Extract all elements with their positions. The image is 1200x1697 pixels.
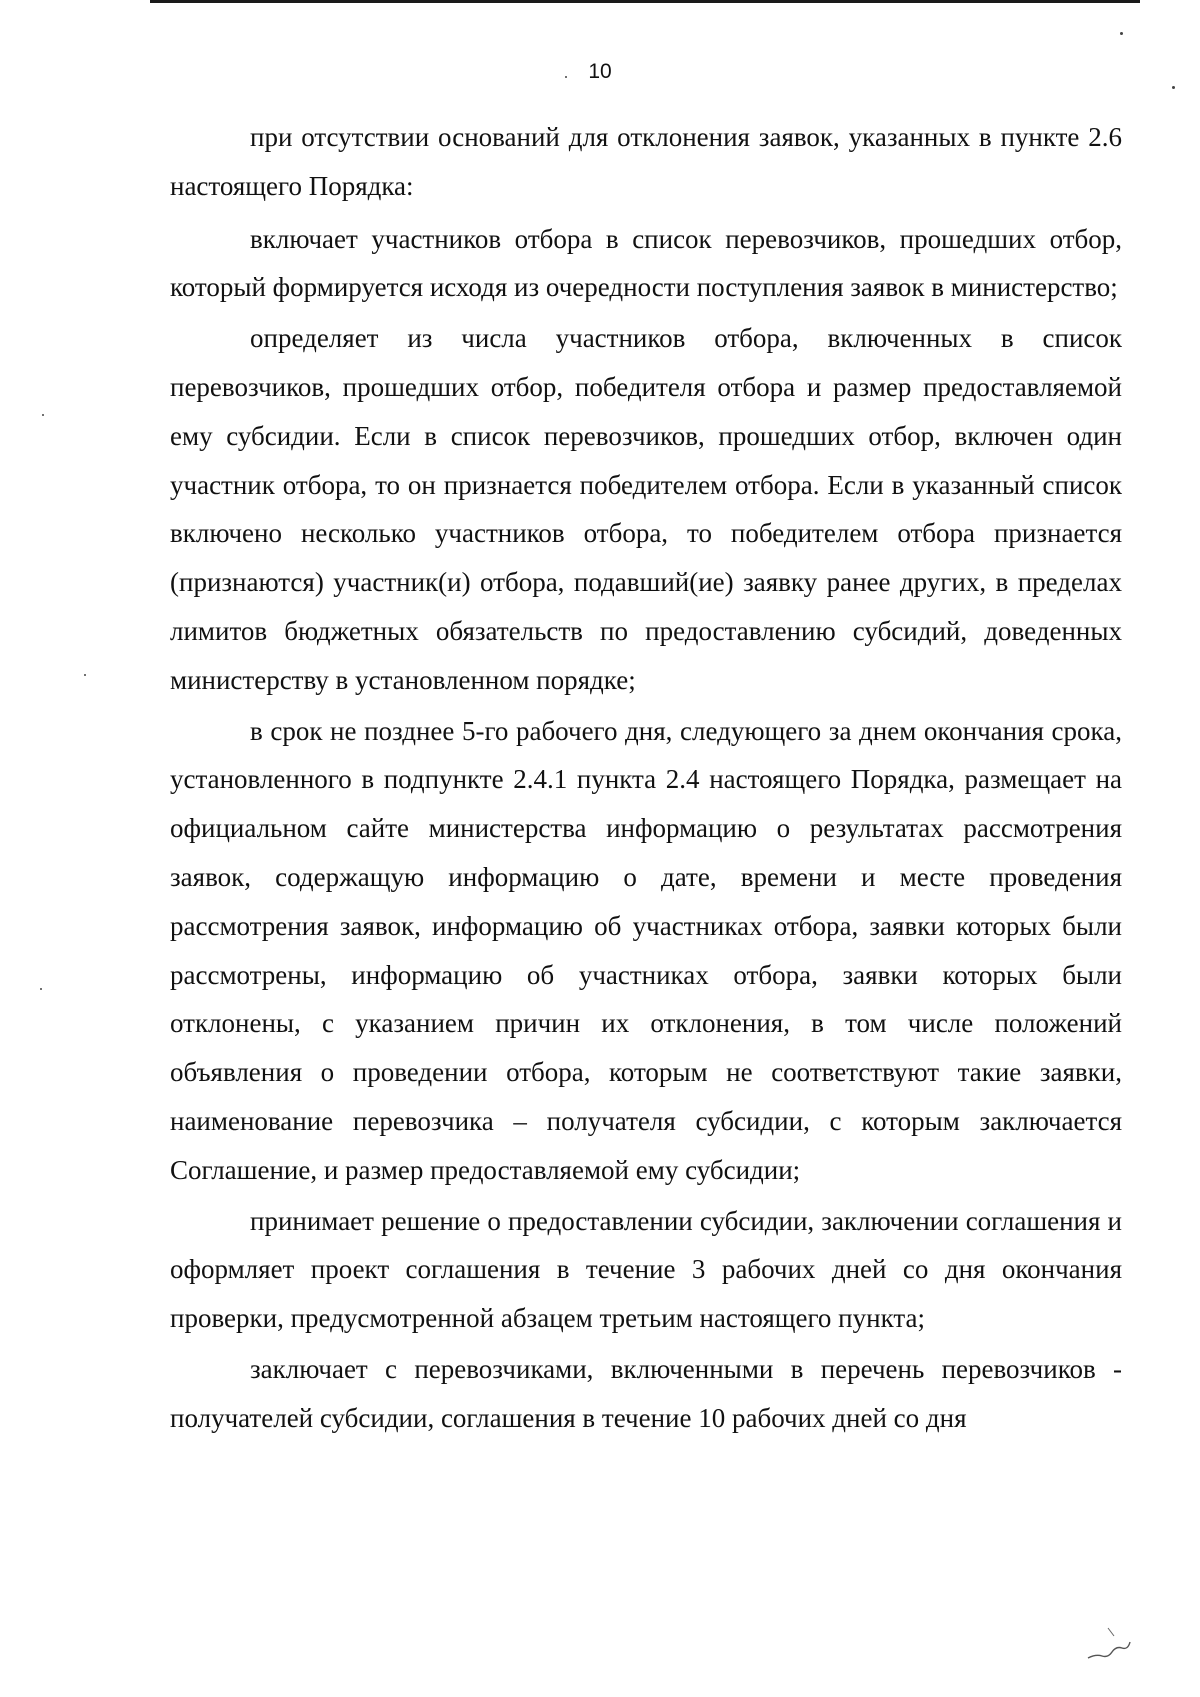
document-body [170, 113, 1122, 1445]
scan-speck [565, 76, 567, 78]
paragraph-1: при отсутствии оснований для отклонения заявок, указанных в пункте 2.6 настоящего Порядка: [170, 122, 1122, 201]
scan-speck [42, 414, 44, 416]
scan-mark [1078, 1618, 1138, 1668]
paragraph-4: в срок не позднее 5-го рабочего дня, следующего за днем окончания срока, установленного в подпункте 2.4.1 пункта 2.4 настоящего Порядка, размещает на официальном сайте министерства информацию о результатах рассмотрения заявок, содержащую информацию о дате, времени и месте проведения рассмотрения заявок, информацию об участниках отбора, заявки которых были рассмотрены, информацию об участниках отбора, заявки которых были отклонены, с указанием причин их отклонения, в том числе положений объявления о проведении отбора, которым не соответствуют такие заявки, наименование перевозчика – получателя субсидии, с которым заключается Соглашение, и размер предоставляемой ему субсидии; [170, 715, 1122, 1185]
paragraph-3: определяет из числа участников отбора, включенных в список перевозчиков, прошедших отбор, победителя отбора и размер предоставляемой ему субсидии. Если в список перевозчиков, прошедших отбор, включен один участник отбора, то он признается победителем отбора. Если в указанный список включено несколько участников отбора, то победителем отбора признается (признаются) участник(и) отбора, подавший(ие) заявку ранее других, в пределах лимитов бюджетных обязательств по предоставлению субсидий, доведенных министерству в установленном порядке; [170, 323, 1122, 695]
paragraph-2: включает участников отбора в список перевозчиков, прошедших отбор, который формируется исходя из очередности поступления заявок в министерство; [170, 223, 1122, 303]
paragraph-5: принимает решение о предоставлении субсидии, заключении соглашения и оформляет проект соглашения в течение 3 рабочих дней со дня окончания проверки, предусмотренной абзацем третьим настоящего пункта; [170, 1205, 1122, 1334]
paragraph-6: заключает с перевозчиками, включенными в перечень перевозчиков - получателей субсидии, соглашения в течение 10 рабочих дней со дня [170, 1353, 1122, 1433]
page-number: 10 [588, 60, 612, 83]
scan-speck [84, 674, 86, 676]
scan-speck [40, 988, 42, 990]
scan-speck [1120, 32, 1123, 35]
scan-speck [1172, 86, 1175, 89]
top-border-rule [150, 0, 1140, 3]
